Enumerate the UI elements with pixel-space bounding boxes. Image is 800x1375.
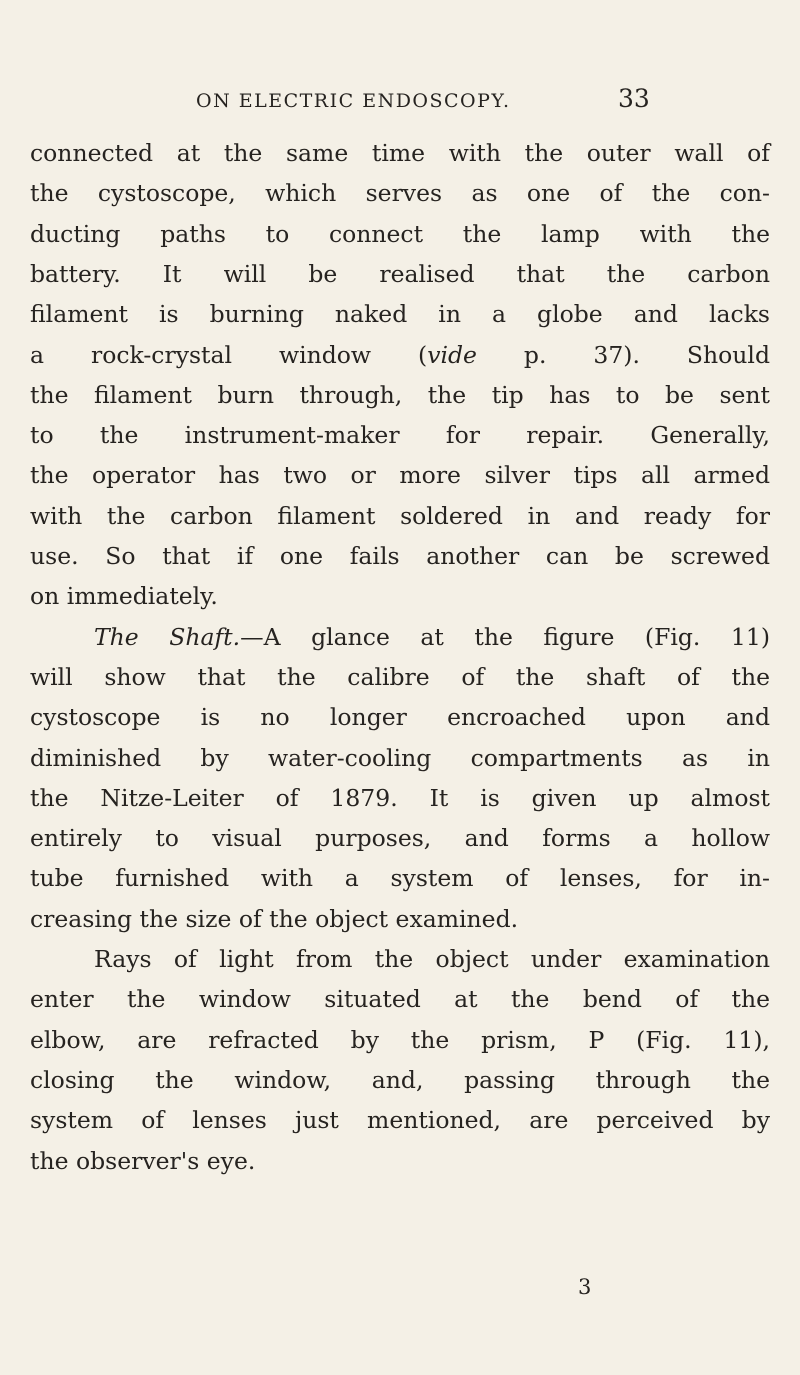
text-line: tube furnished with a system of lenses, for in- <box>30 864 770 893</box>
text-line: ducting paths to connect the lamp with the <box>30 219 770 248</box>
text-line: filament is burning naked in a globe and lacks <box>30 300 770 329</box>
text-line: will show that the calibre of the shaft of the <box>30 662 770 691</box>
text-line: to the instrument-maker for repair. Generally, <box>30 421 770 450</box>
text-line: battery. It will be realised that the carbon <box>30 259 770 288</box>
text-line: system of lenses just mentioned, are perceived by <box>30 1106 770 1135</box>
paragraph-start-line: Rays of light from the object under examination <box>94 945 770 973</box>
text-line: connected at the same time with the outer wall of <box>30 139 770 167</box>
text-line: with the carbon filament soldered in and ready for <box>30 501 770 530</box>
signature-mark: 3 <box>578 1275 592 1299</box>
page-number: 33 <box>618 84 650 113</box>
text-line: entirely to visual purposes, and forms a hollow <box>30 824 770 853</box>
text-line: the Nitze-Leiter of 1879. It is given up almost <box>30 783 770 812</box>
text-line: use. So that if one fails another can be screwed <box>30 542 770 570</box>
text-line: a rock-crystal window (vide p. 37). Should <box>30 340 770 369</box>
text-line: creasing the size of the object examined. <box>30 904 519 933</box>
section-title-the-shaft: The Shaft. <box>94 622 241 651</box>
text-line: on immediately. <box>30 582 218 611</box>
section-heading-line: The Shaft.—A glance at the figure (Fig. 11) <box>94 622 771 651</box>
text-line: diminished by water-cooling compartments as in <box>30 743 770 772</box>
text-line: closing the window, and, passing through the <box>30 1065 770 1094</box>
running-title: ON ELECTRIC ENDOSCOPY. <box>196 90 511 112</box>
text-line: the filament burn through, the tip has to be sent <box>30 380 770 409</box>
italic-vide: vide <box>427 340 477 369</box>
text-line: the observer's eye. <box>30 1146 256 1175</box>
text-line: cystoscope is no longer encroached upon and <box>30 703 770 732</box>
text-line: elbow, are refracted by the prism, P (Fig. 11), <box>30 1025 770 1054</box>
text-line: the cystoscope, which serves as one of the con- <box>30 179 770 208</box>
running-head <box>0 84 800 124</box>
text-line: the operator has two or more silver tips all armed <box>30 461 770 490</box>
text-line: enter the window situated at the bend of the <box>30 985 770 1014</box>
